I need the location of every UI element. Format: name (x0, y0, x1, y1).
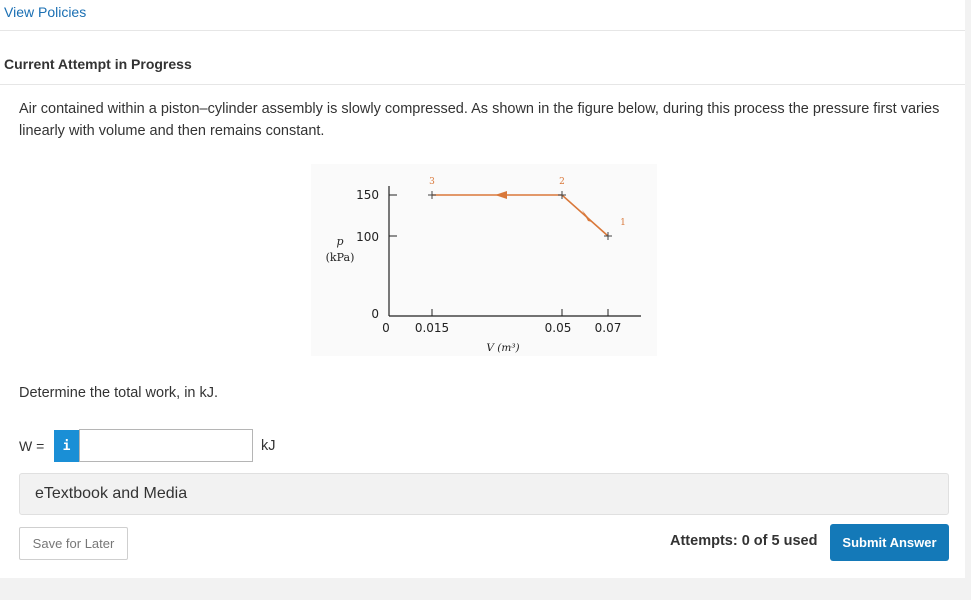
divider (0, 84, 965, 85)
pv-diagram-svg (311, 164, 657, 356)
x-tick-label: 0.05 (544, 321, 572, 335)
submit-answer-button[interactable]: Submit Answer (830, 524, 949, 561)
x-tick-label: 0 (382, 321, 390, 335)
y-tick-label: 0 (371, 307, 379, 321)
p-axis-symbol: p (336, 235, 344, 248)
etextbook-media-label: eTextbook and Media (35, 485, 188, 502)
state-label-2: 2 (559, 177, 565, 187)
question-prompt: Determine the total work, in kJ. (19, 385, 219, 401)
unit-label: kJ (261, 438, 276, 454)
y-tick-label: 100 (356, 230, 379, 244)
p-axis-unit: (kPa) (325, 251, 355, 264)
v-axis-label: V (m³) (486, 342, 520, 354)
answer-label: W = (19, 438, 45, 454)
attempt-heading: Current Attempt in Progress (4, 56, 192, 72)
work-answer-input[interactable] (79, 429, 253, 462)
pv-diagram (311, 164, 657, 356)
state-label-3: 3 (429, 177, 435, 187)
etextbook-media-toggle[interactable] (19, 473, 949, 515)
path-arrow-2-3 (495, 191, 507, 199)
x-tick-label: 0.015 (414, 321, 450, 335)
x-tick-label: 0.07 (594, 321, 622, 335)
y-tick-label: 150 (356, 188, 379, 202)
view-policies-link[interactable]: View Policies (4, 4, 87, 20)
info-icon[interactable]: i (54, 430, 79, 462)
process-path (432, 195, 608, 236)
question-text: Air contained within a piston–cylinder assembly is slowly compressed. As shown in the figure below, during this process the pressure first varies linearly with volume and then remains constant. (19, 101, 940, 139)
state-label-1: 1 (620, 218, 626, 228)
save-for-later-button[interactable]: Save for Later (19, 527, 128, 560)
divider (0, 30, 965, 31)
attempts-counter: Attempts: 0 of 5 used (670, 533, 818, 549)
